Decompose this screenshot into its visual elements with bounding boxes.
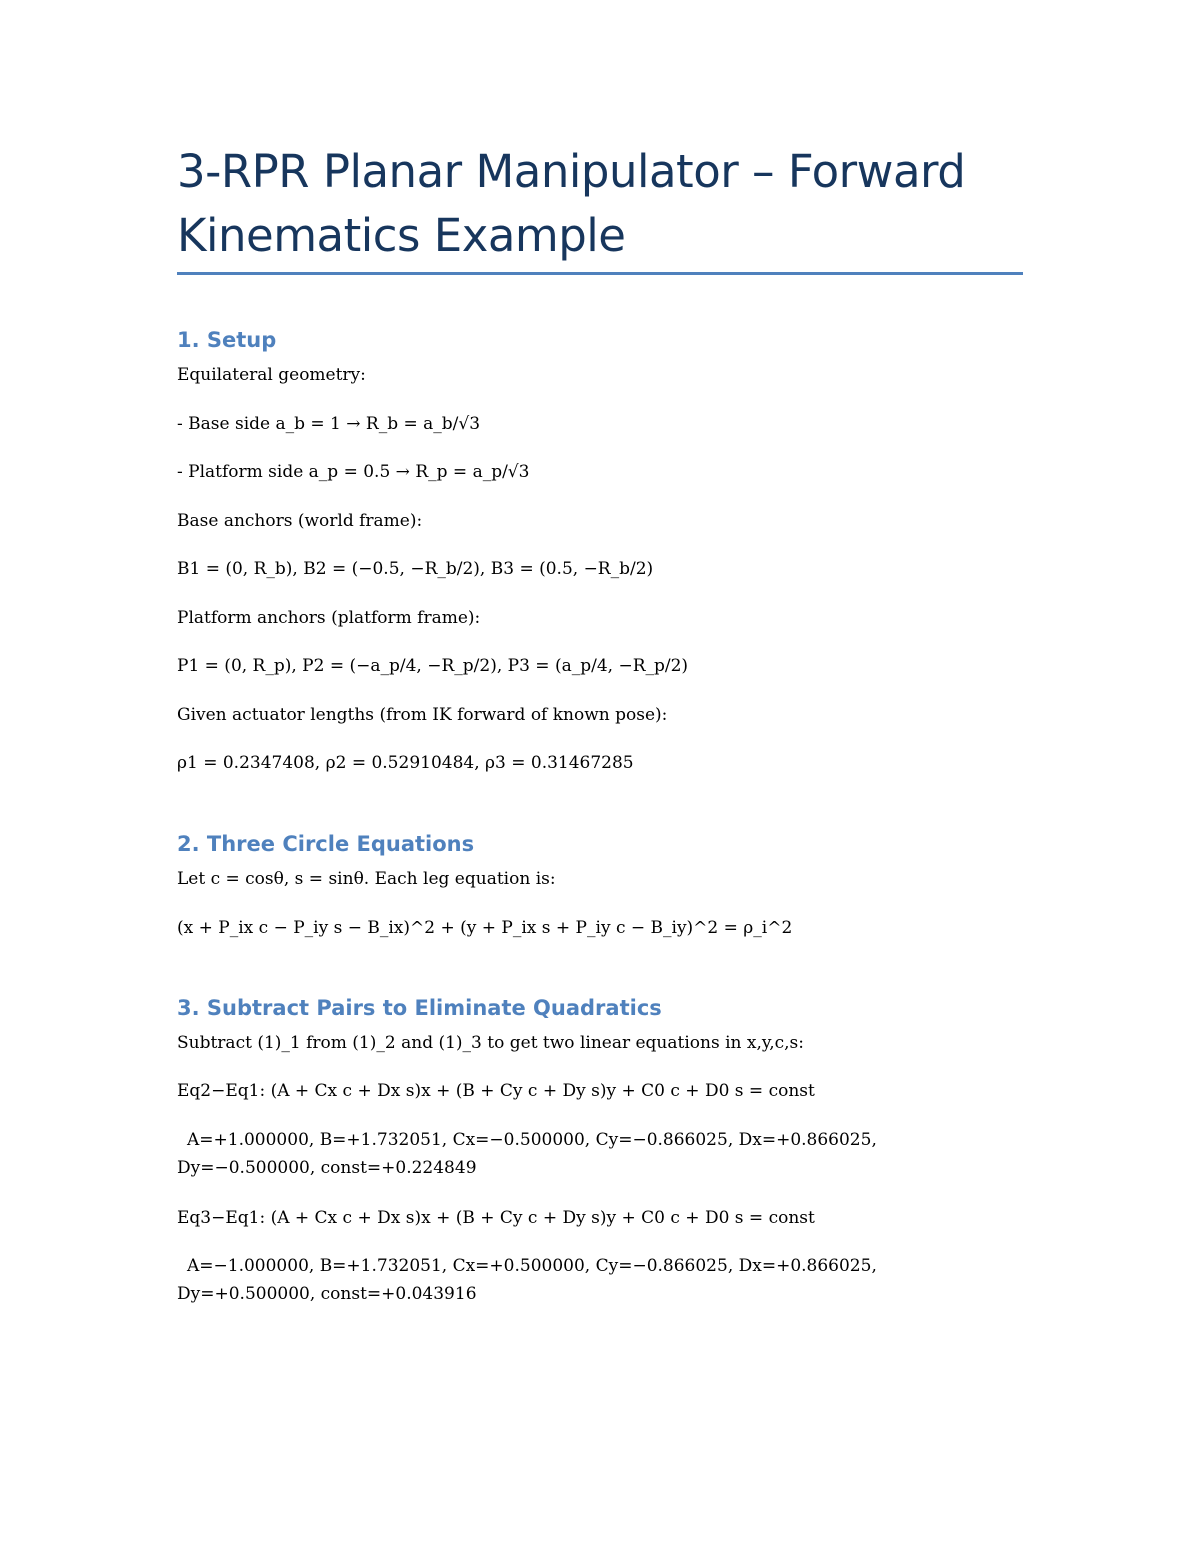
coefficients: A=+1.000000, B=+1.732051, Cx=−0.500000, Cy=−0.866025, Dx=+0.866025, Dy=−0.500000, const=+0.224849: [177, 1130, 877, 1178]
paragraph: Base anchors (world frame):: [177, 511, 423, 531]
paragraph: Given actuator lengths (from IK forward of known pose):: [177, 705, 668, 725]
section-heading-circle-equations: 2. Three Circle Equations: [177, 832, 475, 856]
equation: Eq2−Eq1: (A + Cx c + Dx s)x + (B + Cy c + Dy s)y + C0 c + D0 s = const: [177, 1081, 815, 1101]
section-heading-subtract-pairs: 3. Subtract Pairs to Eliminate Quadratics: [177, 996, 662, 1020]
equation: (x + P_ix c − P_iy s − B_ix)^2 + (y + P_ix s + P_iy c − B_iy)^2 = ρ_i^2: [177, 918, 793, 938]
document-title: 3-RPR Planar Manipulator – Forward Kinematics Example: [177, 145, 966, 262]
paragraph: P1 = (0, R_p), P2 = (−a_p/4, −R_p/2), P3 = (a_p/4, −R_p/2): [177, 656, 689, 676]
title-underline: [177, 272, 1023, 275]
equation: Eq3−Eq1: (A + Cx c + Dx s)x + (B + Cy c + Dy s)y + C0 c + D0 s = const: [177, 1208, 815, 1228]
section-heading-setup: 1. Setup: [177, 328, 277, 352]
paragraph: - Platform side a_p = 0.5 → R_p = a_p/√3: [177, 462, 530, 482]
paragraph: B1 = (0, R_b), B2 = (−0.5, −R_b/2), B3 = (0.5, −R_b/2): [177, 559, 654, 579]
paragraph: - Base side a_b = 1 → R_b = a_b/√3: [177, 414, 481, 434]
paragraph: Equilateral geometry:: [177, 365, 366, 385]
paragraph: ρ1 = 0.2347408, ρ2 = 0.52910484, ρ3 = 0.31467285: [177, 753, 634, 773]
paragraph: Subtract (1)_1 from (1)_2 and (1)_3 to get two linear equations in x,y,c,s:: [177, 1033, 805, 1053]
paragraph: Let c = cosθ, s = sinθ. Each leg equation is:: [177, 869, 556, 889]
paragraph: Platform anchors (platform frame):: [177, 608, 481, 628]
coefficients: A=−1.000000, B=+1.732051, Cx=+0.500000, Cy=−0.866025, Dx=+0.866025, Dy=+0.500000, const=+0.043916: [177, 1256, 877, 1304]
